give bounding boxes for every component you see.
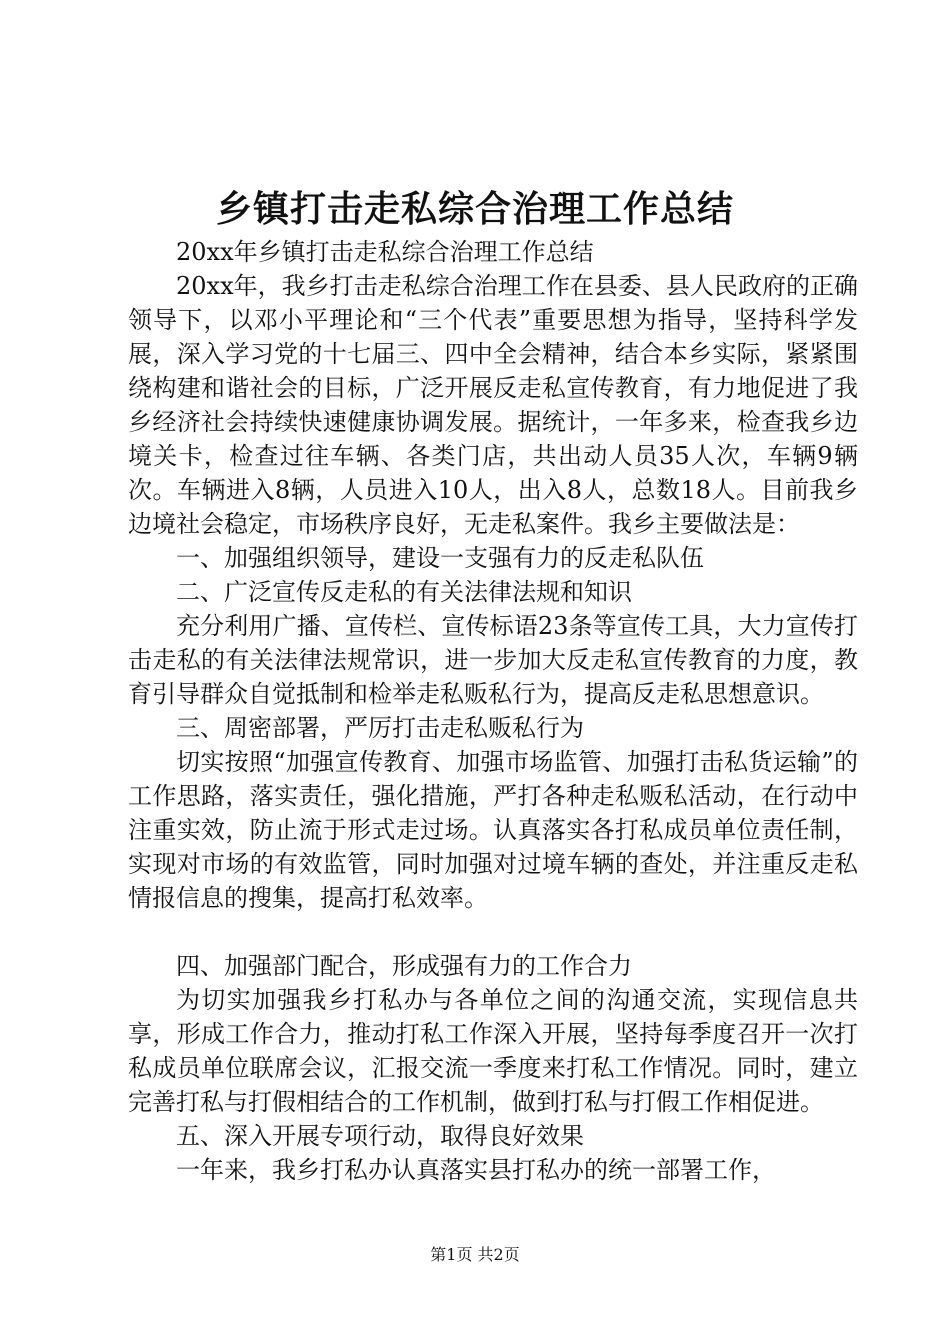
section-body-4: 为切实加强我乡打私办与各单位之间的沟通交流，实现信息共享，形成工作合力，推动打私工作深入开展，坚持每季度召开一次打私成员单位联席会议，汇报交流一季度来打私工作情况。同时，建立完善打私与打假相结合的工作机制，做到打私与打假工作相促进。 [128, 986, 858, 1116]
section-heading-1: 一、加强组织领导，建设一支强有力的反走私队伍 [176, 544, 704, 572]
section-body-3: 切实按照“加强宣传教育、加强市场监管、加强打击私货运输”的工作思路，落实责任，强化措施，严打各种走私贩私活动，在行动中注重实效，防止流于形式走过场。认真落实各打私成员单位责任制，实现对市场的有效监管，同时加强对过境车辆的查处，并注重反走私情报信息的搜集，提高打私效率。 [128, 748, 858, 912]
section-heading-3: 三、周密部署，严厉打击走私贩私行为 [176, 714, 584, 742]
section-heading-5: 五、深入开展专项行动，取得良好效果 [176, 1122, 584, 1150]
section-heading-2: 二、广泛宣传反走私的有关法律法规和知识 [176, 578, 632, 606]
page-number-footer: 第1页 共2页 [430, 1245, 520, 1264]
subtitle-paragraph: 20xx年乡镇打击走私综合治理工作总结 [176, 238, 594, 266]
intro-paragraph: 20xx年，我乡打击走私综合治理工作在县委、县人民政府的正确领导下，以邓小平理论和“三个代表”重要思想为指导，坚持科学发展，深入学习党的十七届三、四中全会精神，结合本乡实际，紧紧围绕构建和谐社会的目标，广泛开展反走私宣传教育，有力地促进了我乡经济社会持续快速健康协调发展。据统计，一年多来，检查我乡边境关卡，检查过往车辆、各类门店，共出动人员35人次，车辆9辆次。车辆进入8辆，人员进入10人，出入8人，总数18人。目前我乡边境社会稳定，市场秩序良好，无走私案件。我乡主要做法是： [128, 272, 858, 538]
document-body [128, 235, 858, 1187]
section-heading-4: 四、加强部门配合，形成强有力的工作合力 [176, 952, 632, 980]
section-body-2: 充分利用广播、宣传栏、宣传标语23条等宣传工具，大力宣传打击走私的有关法律法规常识，进一步加大反走私宣传教育的力度，教育引导群众自觉抵制和检举走私贩私行为，提高反走私思想意识。 [128, 612, 858, 708]
section-body-5: 一年来，我乡打私办认真落实县打私办的统一部署工作， [176, 1156, 776, 1184]
document-title: 乡镇打击走私综合治理工作总结 [215, 188, 734, 230]
